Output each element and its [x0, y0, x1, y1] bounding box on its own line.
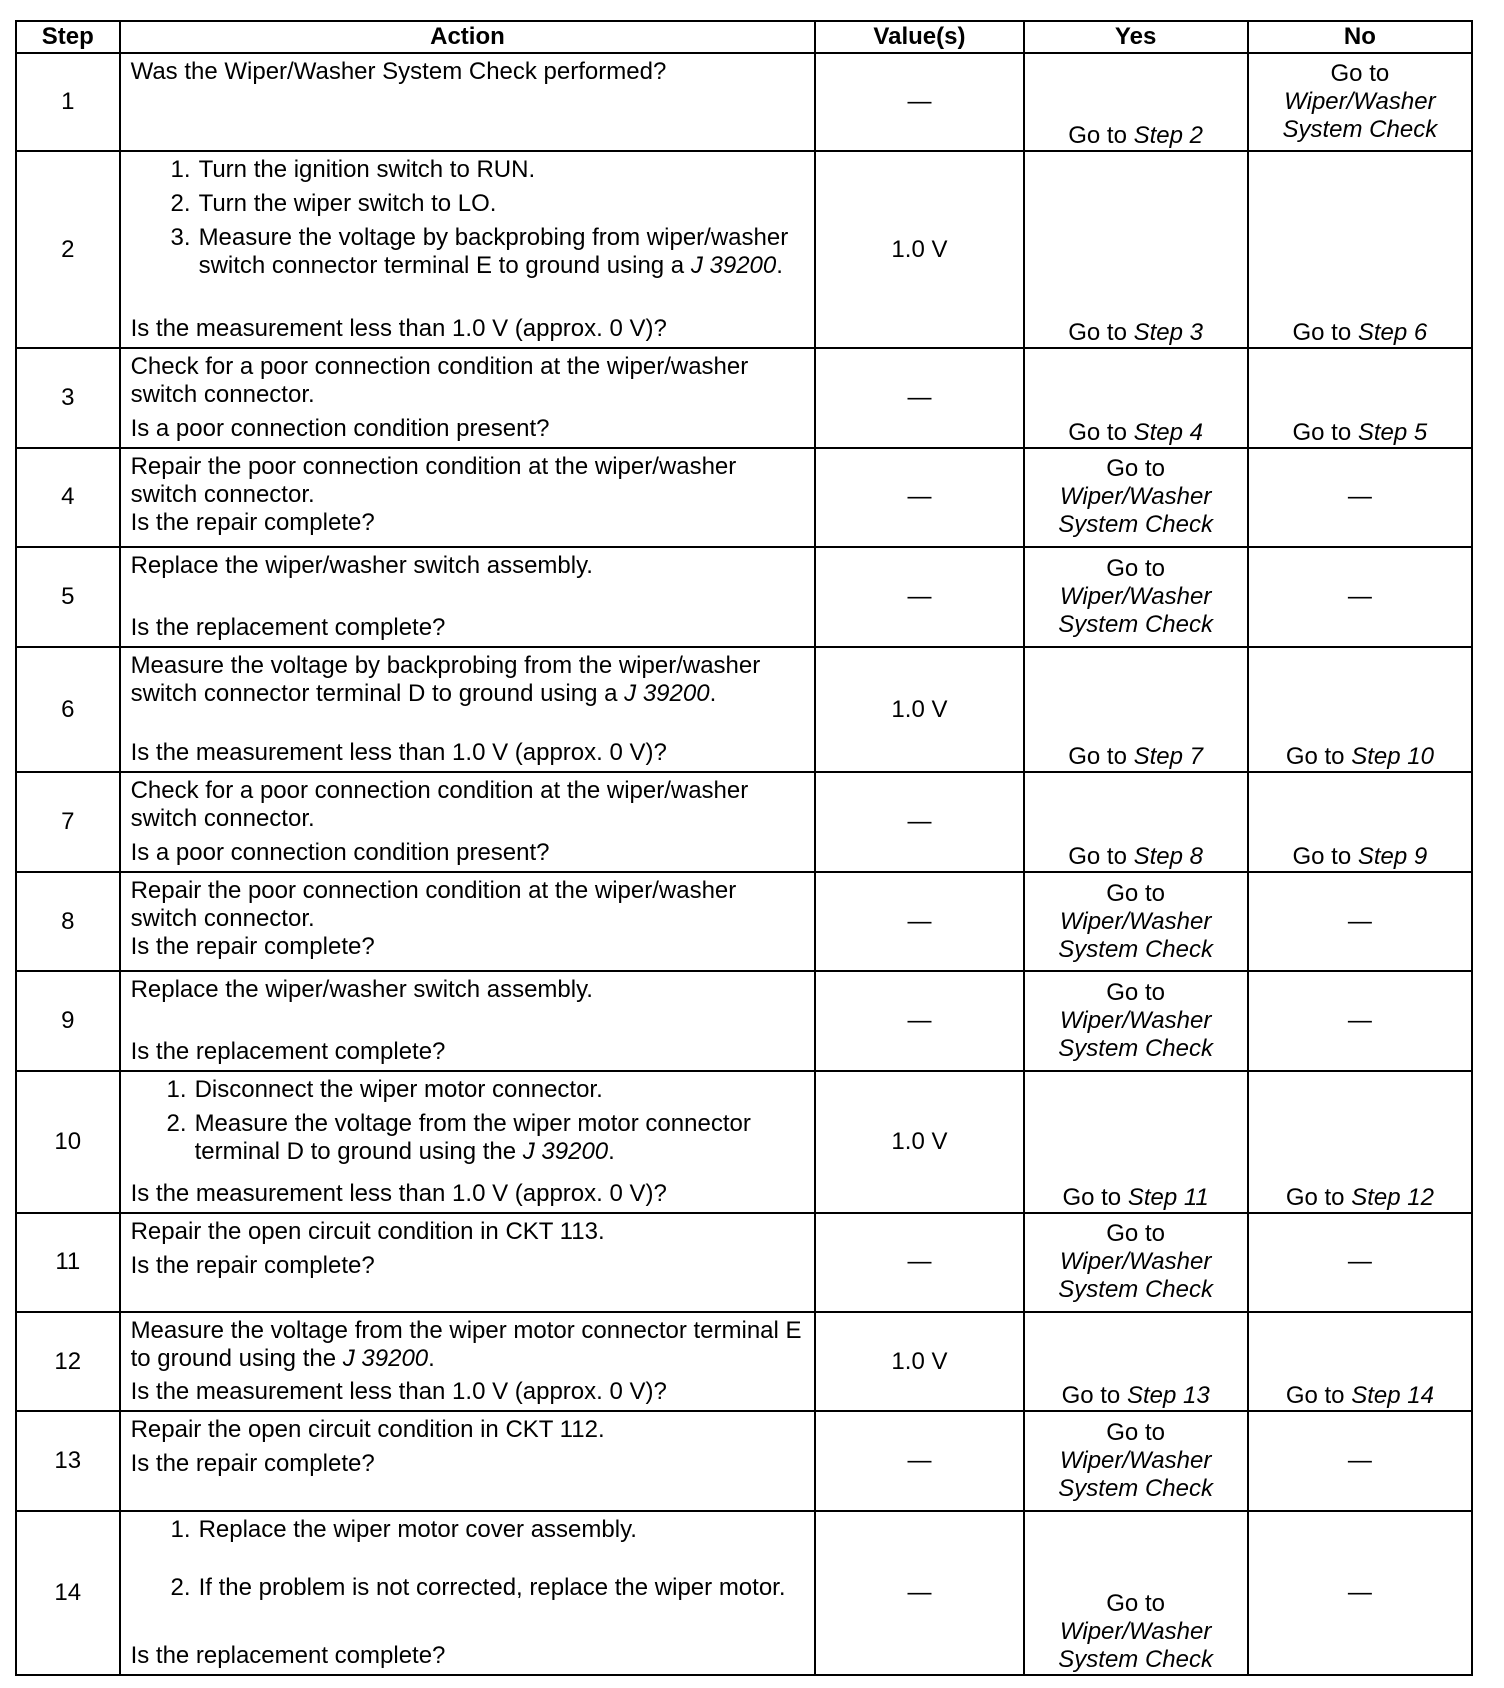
yes-cell: Go to Step 3 [1024, 151, 1248, 348]
value-cell: — [815, 448, 1023, 547]
action-cell [120, 772, 816, 871]
action-question: Is the replacement complete? [130, 613, 446, 641]
step-number: 14 [16, 1511, 120, 1675]
action-question: Is the replacement complete? [130, 1642, 446, 1669]
value-cell: 1.0 V [815, 151, 1023, 348]
step-ref: Step 10 [1351, 743, 1434, 771]
list-item: 3. Measure the voltage by backprobing from wiper/washer switch connector terminal E to ground using a J 39200. [170, 224, 789, 280]
action-text: Check for a poor connection condition at the wiper/washer switch connector. [130, 353, 749, 409]
step-ref: Step 6 [1357, 319, 1428, 347]
no-cell: — [1248, 872, 1472, 971]
system-check-ref-line1: Wiper/Washer [1284, 88, 1436, 116]
tool-ref: J 39200 [624, 679, 710, 707]
action-cell [120, 448, 816, 547]
action-cell [120, 151, 816, 348]
header-no: No [1248, 21, 1472, 53]
value-cell: 1.0 V [815, 1312, 1023, 1411]
table-row [16, 53, 1472, 151]
table-row [16, 151, 1472, 348]
step-number: 6 [16, 647, 120, 773]
no-cell: — [1248, 1213, 1472, 1312]
no-cell: — [1248, 448, 1472, 547]
action-question: Is the measurement less than 1.0 V (approx. 0 V)? [130, 1179, 667, 1207]
no-cell: Go to Step 14 [1248, 1312, 1472, 1411]
value-cell: — [815, 1511, 1023, 1675]
table-row [16, 547, 1472, 646]
step-number: 1 [16, 53, 120, 151]
action-text: Repair the open circuit condition in CKT 113. [130, 1217, 605, 1245]
no-cell: — [1248, 1411, 1472, 1510]
no-cell: Go to Step 6 [1248, 151, 1472, 348]
goto-label: Go to [1068, 122, 1127, 150]
action-text: Repair the poor connection condition at the wiper/washer switch connector. [130, 452, 737, 508]
step-ref: Step 4 [1133, 418, 1203, 446]
no-cell [1248, 53, 1472, 151]
action-cell [120, 53, 816, 151]
no-cell: — [1248, 971, 1472, 1070]
value-cell: — [815, 1411, 1023, 1510]
tool-ref: J 39200 [522, 1137, 609, 1165]
value-cell: — [815, 772, 1023, 871]
no-cell: — [1248, 1511, 1472, 1675]
action-question: Is the repair complete? [130, 1251, 375, 1279]
table-row [16, 647, 1472, 773]
table-row [16, 1213, 1472, 1312]
yes-cell: Go to Wiper/Washer System Check [1024, 448, 1248, 547]
yes-cell: Go to Wiper/Washer System Check [1024, 872, 1248, 971]
action-cell [120, 1071, 816, 1213]
list-item: 1. Disconnect the wiper motor connector. [166, 1075, 603, 1103]
table-row [16, 872, 1472, 971]
action-question: Is the measurement less than 1.0 V (approx. 0 V)? [130, 739, 667, 767]
action-cell [120, 348, 816, 447]
value-cell: — [815, 872, 1023, 971]
action-cell [120, 547, 816, 646]
action-text: Measure the voltage by backprobing from the wiper/washer switch connector terminal D to ground using a [130, 651, 761, 707]
no-cell: Go to Step 9 [1248, 772, 1472, 871]
step-ref: Step 9 [1357, 842, 1428, 870]
action-question: Is the repair complete? [130, 932, 375, 960]
header-row [16, 21, 1472, 53]
action-cell [120, 1411, 816, 1510]
action-cell: Measure the voltage from the wiper motor connector terminal E to ground using the J 39200. Is the measurement less than 1.0 V (approx. 0 V)? [120, 1312, 816, 1411]
step-ref: Step 5 [1357, 418, 1428, 446]
yes-cell: Go to Step 8 [1024, 772, 1248, 871]
step-number: 3 [16, 348, 120, 447]
action-text: Measure the voltage from the wiper motor connector terminal E to ground using the [130, 1317, 802, 1373]
no-cell: Go to Step 5 [1248, 348, 1472, 447]
step-ref: Step 8 [1133, 842, 1203, 870]
action-question: Is the repair complete? [130, 1450, 375, 1478]
table-row [16, 772, 1472, 871]
header-action: Action [120, 21, 816, 53]
value-cell: 1.0 V [815, 647, 1023, 773]
yes-cell: Go to Step 13 [1024, 1312, 1248, 1411]
action-question: Is the measurement less than 1.0 V (approx. 0 V)? [130, 1378, 667, 1406]
yes-cell: Go to Wiper/Washer System Check [1024, 971, 1248, 1070]
action-question: Is a poor connection condition present? [130, 414, 550, 442]
header-values: Value(s) [815, 21, 1023, 53]
goto-label: Go to [1330, 60, 1390, 88]
yes-cell: Go to Step 7 [1024, 647, 1248, 773]
action-text: Repair the open circuit condition in CKT 112. [130, 1416, 605, 1444]
action-question: Is the repair complete? [130, 508, 375, 536]
list-item: 2. Measure the voltage from the wiper motor connector terminal D to ground using the J 39200. [166, 1109, 751, 1165]
step-ref: Step 3 [1133, 319, 1203, 347]
yes-cell: Go to Wiper/Washer System Check [1024, 547, 1248, 646]
header-step: Step [16, 21, 120, 53]
yes-cell: Go to Step 4 [1024, 348, 1248, 447]
value-cell: — [815, 348, 1023, 447]
step-ref: Step 11 [1127, 1183, 1209, 1211]
step-number: 13 [16, 1411, 120, 1510]
value-cell: — [815, 53, 1023, 151]
value-cell: — [815, 1213, 1023, 1312]
step-ref: Step 13 [1126, 1382, 1210, 1410]
table-row [16, 1411, 1472, 1510]
tool-ref: J 39200 [690, 252, 777, 280]
step-number: 8 [16, 872, 120, 971]
action-question: Is a poor connection condition present? [130, 838, 550, 866]
no-cell: — [1248, 547, 1472, 646]
header-yes: Yes [1024, 21, 1248, 53]
list-item: 2. If the problem is not corrected, replace the wiper motor. [170, 1573, 786, 1601]
action-text: Repair the poor connection condition at the wiper/washer switch connector. [130, 876, 737, 932]
value-cell: — [815, 971, 1023, 1070]
step-ref: Step 2 [1133, 122, 1203, 150]
step-number: 2 [16, 151, 120, 348]
step-number: 12 [16, 1312, 120, 1411]
action-question: Is the replacement complete? [130, 1037, 446, 1065]
diagnostic-table [15, 20, 1473, 1676]
tool-ref: J 39200 [342, 1345, 429, 1373]
table-row [16, 1511, 1472, 1675]
action-text: Check for a poor connection condition at the wiper/washer switch connector. [130, 777, 749, 833]
step-ref: Step 12 [1351, 1183, 1434, 1211]
action-cell [120, 872, 816, 971]
step-number: 7 [16, 772, 120, 871]
action-cell: Measure the voltage by backprobing from the wiper/washer switch connector terminal D to ground using a J 39200. Is the measurement less than 1.0 V (approx. 0 V)? [120, 647, 816, 773]
step-ref: Step 14 [1351, 1382, 1434, 1410]
action-question: Is the measurement less than 1.0 V (approx. 0 V)? [130, 315, 667, 343]
table-row [16, 1071, 1472, 1213]
no-cell: Go to Step 12 [1248, 1071, 1472, 1213]
table-row [16, 971, 1472, 1070]
yes-cell: Go to Step 11 [1024, 1071, 1248, 1213]
step-number: 10 [16, 1071, 120, 1213]
table-row [16, 1312, 1472, 1411]
step-number: 11 [16, 1213, 120, 1312]
table-row [16, 448, 1472, 547]
action-cell [120, 1511, 816, 1675]
action-cell [120, 1213, 816, 1312]
step-number: 9 [16, 971, 120, 1070]
table-row [16, 348, 1472, 447]
action-text: Replace the wiper/washer switch assembly. [130, 976, 593, 1004]
no-cell: Go to Step 10 [1248, 647, 1472, 773]
step-number: 4 [16, 448, 120, 547]
action-cell [120, 971, 816, 1070]
list-item: 1. Turn the ignition switch to RUN. [170, 156, 536, 184]
action-text: Replace the wiper/washer switch assembly. [130, 552, 593, 580]
action-question: Was the Wiper/Washer System Check performed? [130, 58, 667, 85]
yes-cell: Go to Wiper/Washer System Check [1024, 1511, 1248, 1675]
value-cell: 1.0 V [815, 1071, 1023, 1213]
list-item: 1. Replace the wiper motor cover assembly. [170, 1515, 637, 1543]
system-check-ref-line2: System Check [1282, 116, 1438, 144]
step-number: 5 [16, 547, 120, 646]
yes-cell: Go to Wiper/Washer System Check [1024, 1213, 1248, 1312]
list-item: 2. Turn the wiper switch to LO. [170, 190, 497, 218]
yes-cell [1024, 53, 1248, 151]
step-ref: Step 7 [1133, 743, 1203, 771]
yes-cell: Go to Wiper/Washer System Check [1024, 1411, 1248, 1510]
value-cell: — [815, 547, 1023, 646]
